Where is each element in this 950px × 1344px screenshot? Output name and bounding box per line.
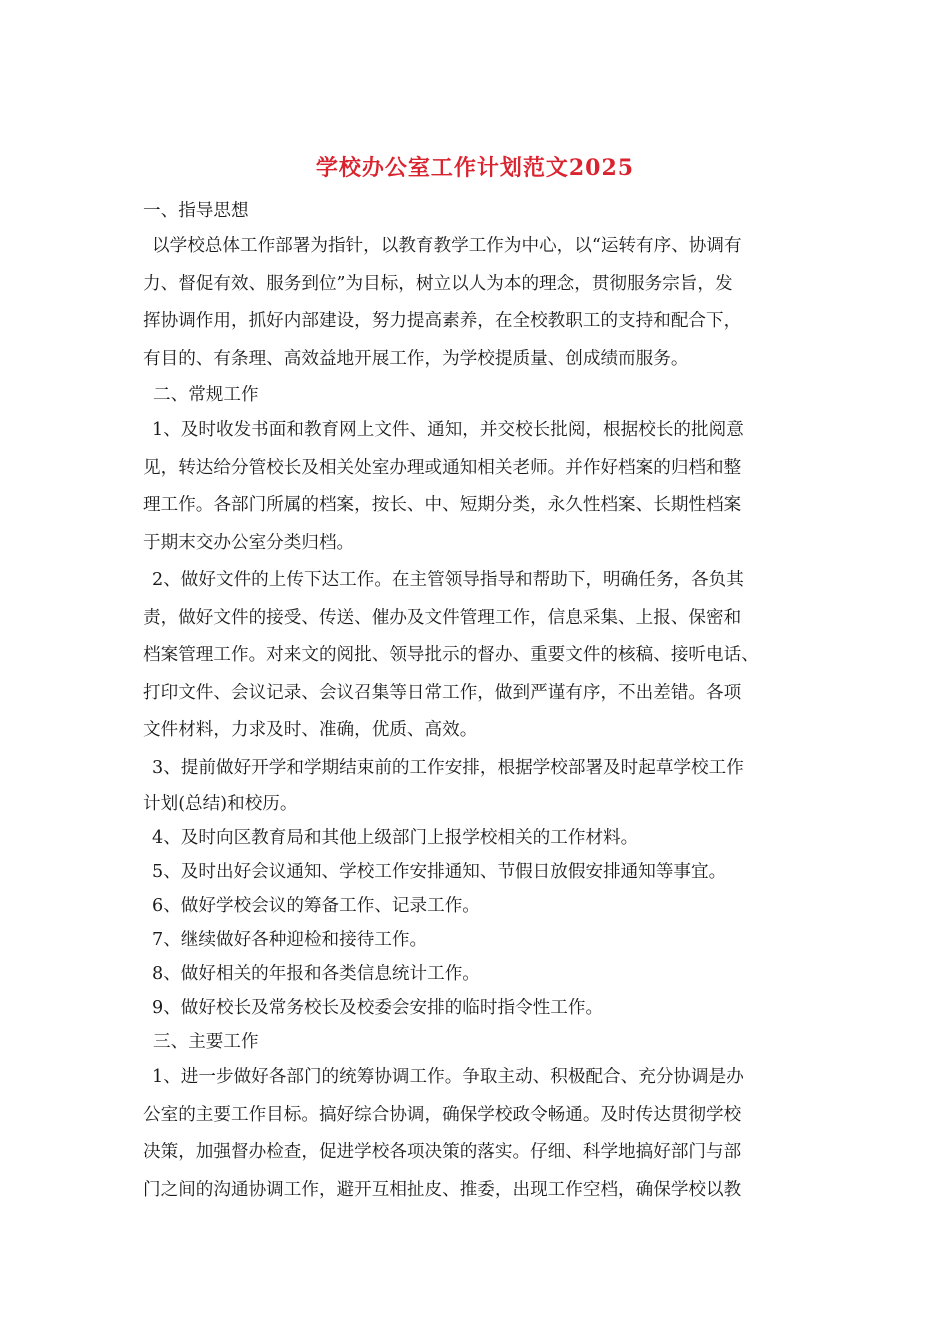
section-heading-guiding-ideology: 一、指导思想	[143, 201, 249, 221]
paragraph-line: 于期末交办公室分类归档。	[143, 532, 355, 553]
list-item: 6、做好学校会议的筹备工作、记录工作。	[152, 896, 480, 916]
paragraph-line: 力、督促有效、服务到位”为目标，树立以人为本的理念，贯彻服务宗旨，发	[143, 273, 733, 294]
paragraph-line: 理工作。各部门所属的档案，按长、中、短期分类，永久性档案、长期性档案	[143, 495, 742, 515]
list-item: 4、及时向区教育局和其他上级部门上报学校相关的工作材料。	[152, 828, 639, 848]
list-item: 9、做好校长及常务校长及校委会安排的临时指令性工作。	[152, 998, 604, 1018]
paragraph-line: 档案管理工作。对来文的阅批、领导批示的督办、重要文件的核稿、接听电话、	[143, 645, 759, 665]
paragraph-line: 有目的、有条理、高效益地开展工作，为学校提质量、创成绩而服务。	[143, 348, 689, 369]
document-body	[143, 194, 811, 1209]
section-heading-main-work: 三、主要工作	[153, 1032, 259, 1052]
paragraph-line: 公室的主要工作目标。搞好综合协调，确保学校政令畅通。及时传达贯彻学校	[143, 1104, 742, 1125]
paragraph-line: 2、做好文件的上传下达工作。在主管领导指导和帮助下，明确任务，各负其	[152, 570, 744, 590]
paragraph-line: 1、及时收发书面和教育网上文件、通知，并交校长批阅，根据校长的批阅意	[152, 420, 744, 440]
paragraph-line: 以学校总体工作部署为指针，以教育教学工作为中心，以“运转有序、协调有	[152, 236, 742, 256]
list-item: 5、及时出好会议通知、学校工作安排通知、节假日放假安排通知等事宜。	[152, 862, 727, 882]
paragraph-line: 门之间的沟通协调工作，避开互相扯皮、推委，出现工作空档，确保学校以教	[143, 1179, 742, 1200]
paragraph-line: 责，做好文件的接受、传送、催办及文件管理工作，信息采集、上报、保密和	[143, 607, 742, 628]
paragraph-line: 1、进一步做好各部门的统筹协调工作。争取主动、积极配合、充分协调是办	[152, 1067, 744, 1087]
paragraph-line: 文件材料，力求及时、准确，优质、高效。	[143, 720, 478, 740]
document-title: 学校办公室工作计划范文2025	[315, 155, 635, 181]
list-item: 8、做好相关的年报和各类信息统计工作。	[152, 964, 480, 984]
list-item: 7、继续做好各种迎检和接待工作。	[152, 930, 428, 950]
paragraph-line: 打印文件、会议记录、会议召集等日常工作，做到严谨有序，不出差错。各项	[143, 682, 742, 703]
paragraph-line: 3、提前做好开学和学期结束前的工作安排，根据学校部署及时起草学校工作	[152, 757, 744, 778]
paragraph-line: 决策，加强督办检查，促进学校各项决策的落实。仔细、科学地搞好部门与部	[143, 1142, 742, 1162]
paragraph-line: 挥协调作用，抓好内部建设，努力提高素养，在全校教职工的支持和配合下，	[143, 311, 742, 331]
paragraph-line: 计划(总结)和校历。	[143, 794, 298, 814]
section-heading-routine-work: 二、常规工作	[153, 385, 259, 405]
paragraph-line: 见，转达给分管校长及相关处室办理或通知相关老师。并作好档案的归档和整	[143, 457, 742, 478]
